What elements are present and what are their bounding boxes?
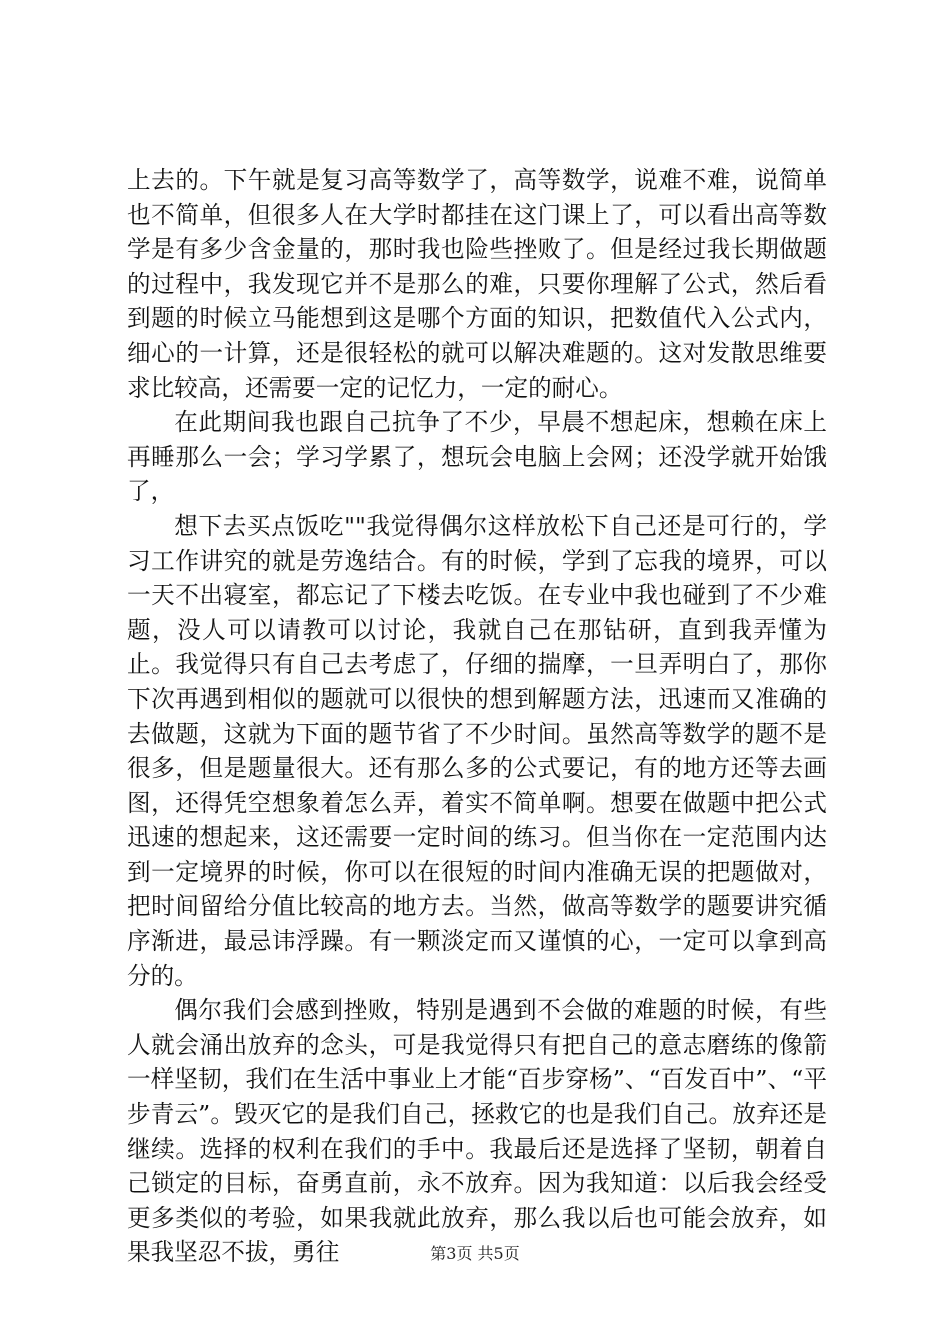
paragraph-1: 上去的。下午就是复习高等数学了，高等数学，说难不难，说简单也不简单，但很多人在大学时都挂在这门课上了，可以看出高等数学是有多少含金量的，那时我也险些挫败了。但是经过我长期做题的过程中，我发现它并不是那么的难，只要你理解了公式，然后看到题的时候立马能想到这是哪个方面的知识，把数值代入公式内，细心的一计算，还是很轻松的就可以解决难题的。这对发散思维要求比较高，还需要一定的记忆力，一定的耐心。 xyxy=(127,166,827,402)
page-number-footer: 第3页 共5页 xyxy=(430,1244,520,1263)
paragraph-3: 想下去买点饭吃""我觉得偶尔这样放松下自己还是可行的，学习工作讲究的就是劳逸结合。有的时候，学到了忘我的境界，可以一天不出寝室，都忘记了下楼去吃饭。在专业中我也碰到了不少难题，没人可以请教可以讨论，我就自己在那钻研，直到我弄懂为止。我觉得只有自己去考虑了，仔细的揣摩，一旦弄明白了，那你下次再遇到相似的题就可以很快的想到解题方法，迅速而又准确的去做题，这就为下面的题节省了不少时间。虽然高等数学的题不是很多，但是题量很大。还有那么多的公式要记，有的地方还等去画图，还得凭空想象着怎么弄，着实不简单啊。想要在做题中把公式迅速的想起来，这还需要一定时间的练习。但当你在一定范围内达到一定境界的时候，你可以在很短的时间内准确无误的把题做对，把时间留给分值比较高的地方去。当然，做高等数学的题要讲究循序渐进，最忌讳浮躁。有一颗淡定而又谨慎的心，一定可以拿到高分的。 xyxy=(127,511,827,990)
paragraph-2: 在此期间我也跟自己抗争了不少，早晨不想起床，想赖在床上再睡那么一会；学习学累了，想玩会电脑上会网；还没学就开始饿了， xyxy=(127,408,827,506)
paragraph-4: 偶尔我们会感到挫败，特别是遇到不会做的难题的时候，有些人就会涌出放弃的念头，可是我觉得只有把自己的意志磨练的像箭一样坚韧，我们在生活中事业上才能“百步穿杨”、“百发百中”、“平步青云”。毁灭它的是我们自己，拯救它的也是我们自己。放弃还是继续。选择的权利在我们的手中。我最后还是选择了坚韧，朝着自己锁定的目标，奋勇直前，永不放弃。因为我知道：以后我会经受更多类似的考验，如果我就此放弃，那么我以后也可能会放弃，如果我坚忍不拔，勇往 xyxy=(127,996,827,1267)
document-body xyxy=(127,163,827,1270)
